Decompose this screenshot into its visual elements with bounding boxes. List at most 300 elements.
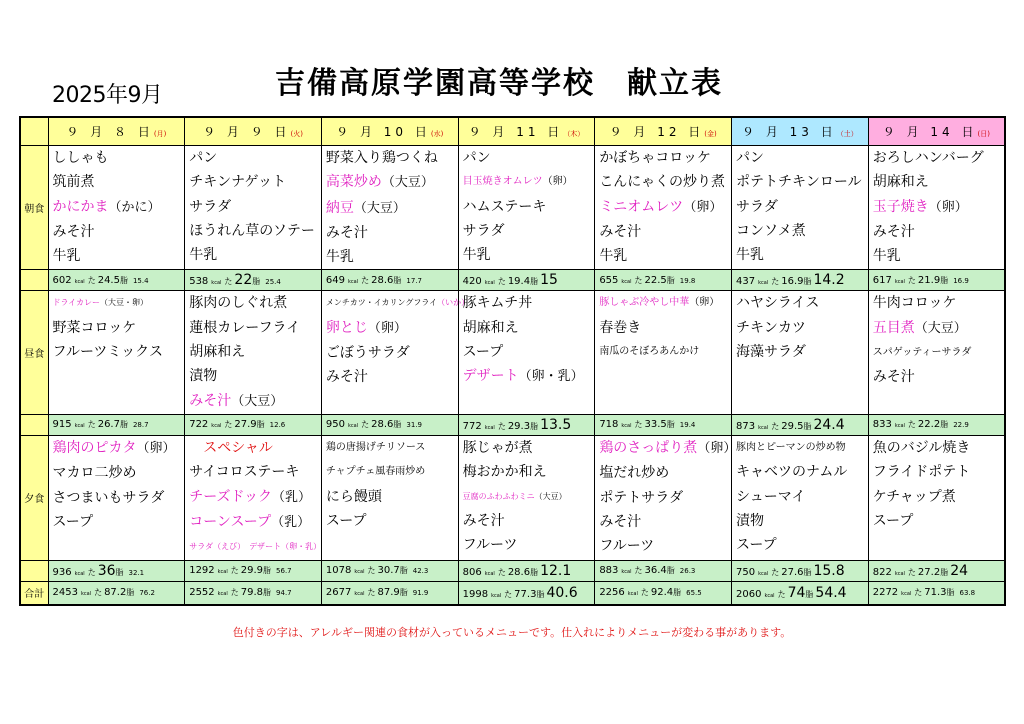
menu-item bbox=[322, 436, 458, 460]
menu-item bbox=[185, 460, 321, 484]
menu-item-name: コーンスープ bbox=[189, 513, 272, 530]
nutrition-cell bbox=[185, 560, 322, 581]
menu-item bbox=[869, 485, 1004, 509]
nutrition-cell bbox=[48, 581, 185, 605]
menu-item-name: みそ汁 bbox=[872, 369, 915, 386]
menu-item bbox=[459, 170, 595, 194]
nutrition-cell bbox=[458, 414, 595, 435]
allergen-note: （大豆） bbox=[534, 491, 567, 501]
fat-value: 25.4 bbox=[265, 278, 281, 287]
menu-item-name: 豚肉とピーマンの炒め物 bbox=[736, 441, 846, 453]
allergen-note: （卵） bbox=[136, 440, 176, 456]
menu-item-name: フルーツ bbox=[599, 538, 655, 555]
fat-value: 40.6 bbox=[546, 584, 578, 601]
protein-label: た bbox=[224, 420, 233, 430]
menu-item-name: 野菜コロッケ bbox=[52, 319, 137, 336]
nutrition-cell bbox=[458, 581, 595, 605]
weekday-label: (水) bbox=[430, 130, 444, 138]
menu-item bbox=[322, 245, 458, 269]
protein-value: 92.4 bbox=[650, 587, 674, 599]
menu-item bbox=[185, 243, 321, 267]
dinner-nutrition-row bbox=[20, 560, 1005, 581]
menu-item-name: マカロ二炒め bbox=[52, 465, 137, 482]
allergen-note: （卵・乳） bbox=[518, 369, 584, 385]
fat-label: 脂 bbox=[393, 420, 402, 430]
kcal-value: 806 bbox=[462, 566, 482, 578]
kcal-value: 420 bbox=[462, 276, 482, 288]
menu-item-name: 梅おかか和え bbox=[462, 464, 547, 481]
protein-value: 87.9 bbox=[377, 587, 400, 599]
fat-value: 31.9 bbox=[406, 421, 422, 430]
menu-item-name: スープ bbox=[872, 512, 914, 529]
menu-item bbox=[595, 436, 737, 461]
menu-item bbox=[49, 316, 185, 340]
menu-item bbox=[869, 195, 1004, 220]
menu-item-name: 豚肉のしぐれ煮 bbox=[189, 295, 288, 312]
kcal-unit: kcal bbox=[484, 280, 495, 287]
kcal-unit: kcal bbox=[484, 424, 495, 431]
menu-item bbox=[869, 460, 1004, 484]
kcal-unit: kcal bbox=[758, 424, 769, 431]
fat-value: 12.6 bbox=[269, 421, 286, 430]
kcal-value: 2552 bbox=[189, 587, 215, 599]
menu-item bbox=[595, 220, 731, 244]
weekday-label: （土） bbox=[836, 130, 858, 138]
kcal-value: 2060 bbox=[736, 588, 762, 600]
menu-cell-breakfast bbox=[595, 146, 732, 270]
nutrition-cell bbox=[868, 581, 1005, 605]
protein-label: た bbox=[504, 589, 513, 599]
menu-item-name: スパゲッティーサラダ bbox=[872, 347, 972, 359]
day-header-5 bbox=[732, 117, 869, 146]
fat-label: 脂 bbox=[256, 420, 265, 430]
menu-item-name: 塩だれ炒め bbox=[599, 465, 670, 482]
menu-item-name: サラダ bbox=[736, 198, 778, 215]
menu-item bbox=[595, 534, 731, 558]
menu-item bbox=[459, 316, 595, 340]
kcal-unit: kcal bbox=[354, 569, 365, 576]
protein-value: 22 bbox=[234, 272, 253, 289]
fat-label: 脂 bbox=[530, 421, 539, 431]
menu-item bbox=[322, 221, 458, 245]
allergen-note: （大豆） bbox=[914, 320, 967, 336]
fat-label: 脂 bbox=[252, 277, 261, 287]
menu-item-name: ケチャップ煮 bbox=[872, 488, 956, 505]
fat-value: 32.1 bbox=[128, 568, 145, 577]
menu-cell-lunch bbox=[732, 291, 869, 414]
weekday-label: (月) bbox=[153, 130, 167, 138]
menu-item-name: チーズドック bbox=[189, 488, 272, 505]
menu-item-name: ほうれん草のソテー bbox=[189, 222, 315, 239]
weekday-label: （木） bbox=[563, 130, 585, 138]
nutrition-cell bbox=[595, 581, 732, 605]
menu-item bbox=[732, 509, 868, 533]
menu-item bbox=[49, 195, 185, 220]
menu-item-name: みそ汁 bbox=[325, 369, 368, 386]
fat-value: 14.2 bbox=[813, 272, 845, 289]
menu-item-name: 卵とじ bbox=[325, 319, 368, 336]
breakfast-nutrition-row bbox=[20, 270, 1005, 291]
menu-item bbox=[459, 460, 595, 484]
menu-item-name: 納豆 bbox=[325, 199, 354, 216]
kcal-value: 617 bbox=[872, 274, 892, 286]
menu-item-name: 牛乳 bbox=[736, 247, 765, 264]
menu-item bbox=[869, 509, 1004, 533]
nutrition-cell bbox=[321, 270, 458, 291]
allergen-note: （乳） bbox=[271, 489, 311, 505]
protein-value: 22.2 bbox=[917, 419, 941, 431]
menu-cell-breakfast bbox=[48, 146, 185, 270]
menu-item bbox=[732, 533, 868, 557]
kcal-value: 950 bbox=[325, 419, 345, 431]
fat-value: 15.8 bbox=[813, 562, 845, 579]
menu-item-name: 南瓜のそぼろあんかけ bbox=[599, 346, 700, 358]
day-label: ９ 月 ８ 日 bbox=[66, 125, 154, 139]
menu-item-name: さつまいもサラダ bbox=[52, 489, 165, 506]
kcal-unit: kcal bbox=[621, 569, 632, 576]
nutrition-cell bbox=[185, 581, 322, 605]
menu-item bbox=[732, 170, 868, 194]
fat-label: 脂 bbox=[666, 275, 675, 285]
menu-item bbox=[869, 316, 1004, 341]
protein-value: 27.2 bbox=[917, 566, 941, 578]
allergen-note: （いか） bbox=[437, 298, 470, 308]
menu-item bbox=[869, 291, 1004, 315]
menu-item-name: ハヤシライス bbox=[736, 295, 820, 312]
menu-cell-breakfast bbox=[321, 146, 458, 270]
menu-item-name: パン bbox=[736, 150, 765, 166]
menu-cell-lunch bbox=[185, 291, 322, 414]
corner-cell bbox=[20, 117, 48, 146]
menu-item-name: みそ汁 bbox=[325, 224, 368, 241]
kcal-unit: kcal bbox=[217, 569, 228, 576]
menu-item bbox=[459, 533, 595, 557]
menu-item-name: ミニオムレツ bbox=[599, 198, 684, 215]
fat-label: 脂 bbox=[530, 277, 539, 287]
fat-label: 脂 bbox=[263, 566, 272, 576]
protein-label: た bbox=[497, 421, 506, 431]
kcal-value: 833 bbox=[872, 419, 892, 431]
protein-value: 36.4 bbox=[644, 565, 667, 577]
kcal-value: 750 bbox=[736, 566, 756, 578]
nutrition-cell bbox=[321, 414, 458, 435]
protein-label: た bbox=[907, 275, 916, 285]
protein-value: 22.5 bbox=[644, 274, 667, 286]
menu-item-name: ごぼうサラダ bbox=[325, 345, 410, 362]
menu-item bbox=[595, 244, 731, 268]
menu-item-name: 胡麻和え bbox=[189, 344, 246, 361]
menu-item-name: キャベツのナムル bbox=[736, 464, 848, 481]
protein-value: 24.5 bbox=[97, 274, 120, 286]
menu-item bbox=[185, 364, 321, 388]
protein-value: 29.3 bbox=[507, 420, 531, 432]
menu-item-name: おろしハンバーグ bbox=[872, 150, 984, 166]
year-label: 2025年9月 bbox=[52, 83, 163, 108]
menu-item bbox=[185, 316, 321, 340]
kcal-value: 915 bbox=[52, 419, 72, 431]
menu-item-name: チャプチェ風春雨炒め bbox=[325, 466, 426, 478]
menu-item-name: みそ汁 bbox=[189, 392, 232, 409]
menu-item-name: スペシャル bbox=[189, 439, 273, 456]
menu-cell-breakfast bbox=[185, 146, 322, 270]
nutrition-cell bbox=[595, 414, 732, 435]
menu-item bbox=[595, 316, 731, 340]
kcal-unit: kcal bbox=[894, 570, 905, 577]
fat-label: 脂 bbox=[940, 275, 949, 285]
day-label: ９ 月 12 日 bbox=[609, 125, 705, 139]
menu-item-name: メンチカツ・イカリングフライ bbox=[325, 298, 438, 308]
kcal-unit: kcal bbox=[354, 591, 365, 598]
menu-item-name: みそ汁 bbox=[52, 223, 95, 240]
protein-label: た bbox=[634, 566, 643, 576]
menu-item-name: ししゃも bbox=[52, 150, 109, 166]
kcal-unit: kcal bbox=[764, 592, 775, 599]
menu-item-name: デザート bbox=[462, 368, 519, 385]
menu-item bbox=[322, 170, 458, 195]
menu-item-name: フルーツ bbox=[462, 537, 518, 554]
menu-item bbox=[49, 486, 185, 510]
fat-label: 脂 bbox=[115, 567, 124, 577]
menu-item bbox=[459, 195, 595, 219]
nutrition-cell bbox=[48, 560, 185, 581]
menu-item bbox=[459, 485, 595, 509]
protein-label: た bbox=[771, 567, 780, 577]
day-header-3 bbox=[458, 117, 595, 146]
day-label: ９ 月 ９ 日 bbox=[203, 125, 291, 139]
menu-item-name: 鶏の唐揚げチリソース bbox=[325, 441, 426, 453]
kcal-unit: kcal bbox=[621, 423, 632, 430]
fat-label: 脂 bbox=[940, 420, 949, 430]
menu-item-name: ポテトチキンロール bbox=[736, 174, 862, 191]
allergen-note: （卵） bbox=[542, 176, 573, 188]
menu-item bbox=[595, 195, 731, 220]
menu-item bbox=[49, 510, 185, 534]
kcal-unit: kcal bbox=[901, 591, 912, 598]
menu-item bbox=[322, 365, 458, 389]
kcal-value: 883 bbox=[599, 565, 619, 577]
menu-item-name: 豚しゃぶ冷やし中華 bbox=[599, 297, 690, 309]
fat-label: 脂 bbox=[119, 275, 128, 285]
menu-item-name: 牛乳 bbox=[462, 247, 491, 264]
menu-item bbox=[185, 510, 321, 535]
menu-item-name: 高菜炒め bbox=[325, 174, 382, 191]
menu-item bbox=[49, 436, 185, 461]
fat-value: 22.9 bbox=[953, 421, 969, 430]
day-header-2 bbox=[321, 117, 458, 146]
kcal-unit: kcal bbox=[211, 423, 222, 430]
fat-value: 63.8 bbox=[959, 589, 976, 598]
kcal-value: 822 bbox=[872, 566, 892, 578]
menu-item-name: 漬物 bbox=[736, 512, 765, 529]
menu-cell-dinner bbox=[458, 435, 595, 560]
menu-item bbox=[322, 316, 458, 341]
kcal-unit: kcal bbox=[491, 592, 502, 599]
protein-label: た bbox=[367, 566, 376, 576]
menu-item-name: 五目煮 bbox=[872, 319, 915, 336]
menu-item bbox=[49, 220, 185, 244]
menu-item bbox=[459, 219, 595, 243]
menu-cell-lunch bbox=[48, 291, 185, 414]
fat-value: 16.9 bbox=[953, 276, 969, 285]
kcal-value: 2272 bbox=[872, 587, 899, 599]
nutrition-cell bbox=[321, 581, 458, 605]
menu-item bbox=[595, 170, 731, 194]
allergen-note: （大豆） bbox=[231, 393, 284, 409]
protein-value: 79.8 bbox=[240, 587, 264, 599]
kcal-unit: kcal bbox=[217, 591, 228, 598]
row-label-breakfast: 朝食 bbox=[20, 146, 48, 270]
fat-label: 脂 bbox=[393, 275, 402, 285]
menu-item bbox=[185, 436, 321, 460]
menu-item bbox=[732, 291, 868, 315]
menu-item bbox=[595, 340, 731, 364]
kcal-value: 1078 bbox=[325, 565, 352, 577]
menu-item bbox=[322, 341, 458, 365]
protein-value: 28.6 bbox=[371, 419, 394, 431]
fat-value: 26.3 bbox=[679, 567, 696, 576]
menu-item bbox=[185, 219, 321, 243]
fat-value: 15.4 bbox=[132, 276, 149, 285]
menu-item-name: チキンナゲット bbox=[189, 174, 286, 191]
menu-item bbox=[185, 291, 321, 315]
protein-label: た bbox=[777, 589, 786, 599]
menu-item bbox=[185, 485, 321, 510]
menu-item bbox=[869, 341, 1004, 365]
menu-item bbox=[459, 291, 595, 315]
menu-item bbox=[459, 509, 595, 533]
menu-item bbox=[869, 436, 1004, 460]
menu-item-name: 蓮根カレーフライ bbox=[189, 319, 301, 336]
protein-label: た bbox=[914, 588, 923, 598]
row-label-spacer bbox=[20, 560, 48, 581]
kcal-unit: kcal bbox=[348, 278, 359, 285]
allergen-note: （卵） bbox=[683, 199, 723, 215]
menu-item bbox=[732, 219, 868, 243]
menu-item bbox=[322, 291, 470, 315]
menu-item-name: サイコロステーキ bbox=[189, 464, 300, 481]
kcal-unit: kcal bbox=[348, 423, 359, 430]
menu-item bbox=[459, 243, 595, 267]
protein-label: た bbox=[87, 275, 96, 285]
kcal-value: 936 bbox=[52, 566, 72, 578]
protein-value: 26.7 bbox=[97, 419, 120, 431]
menu-item bbox=[322, 460, 458, 484]
kcal-unit: kcal bbox=[621, 278, 632, 285]
day-header-row bbox=[20, 117, 1005, 146]
allergen-note: （卵） bbox=[367, 320, 407, 336]
allergen-note: （卵） bbox=[689, 297, 720, 309]
menu-item bbox=[459, 340, 595, 364]
kcal-unit: kcal bbox=[894, 278, 905, 285]
menu-item bbox=[595, 461, 731, 485]
protein-label: た bbox=[94, 588, 103, 598]
total-row bbox=[20, 581, 1005, 605]
menu-cell-breakfast bbox=[458, 146, 595, 270]
fat-label: 脂 bbox=[399, 588, 408, 598]
row-label-spacer bbox=[20, 270, 48, 291]
menu-item-name: スープ bbox=[52, 513, 94, 530]
kcal-unit: kcal bbox=[758, 280, 769, 287]
menu-item-name: 玉子焼き bbox=[872, 198, 929, 215]
kcal-value: 772 bbox=[462, 420, 482, 432]
menu-item-name: 豚キムチ丼 bbox=[462, 295, 533, 312]
fat-value: 24 bbox=[950, 562, 969, 579]
fat-label: 脂 bbox=[536, 589, 545, 599]
protein-label: た bbox=[87, 567, 96, 577]
menu-item-name: かぼちゃコロッケ bbox=[599, 150, 712, 166]
protein-label: た bbox=[367, 588, 376, 598]
protein-value: 19.4 bbox=[507, 276, 531, 288]
menu-item-name: サラダ（えび） デザート（卵・乳） bbox=[189, 542, 322, 552]
kcal-unit: kcal bbox=[627, 591, 638, 598]
day-label: ９ 月 13 日 bbox=[742, 125, 837, 139]
menu-item bbox=[49, 340, 185, 364]
menu-item-name: こんにゃくの炒り煮 bbox=[599, 174, 726, 191]
kcal-value: 1998 bbox=[462, 588, 489, 600]
kcal-value: 538 bbox=[189, 276, 209, 288]
kcal-value: 722 bbox=[189, 419, 209, 431]
menu-item-name: にら饅頭 bbox=[325, 488, 382, 505]
menu-item-name: 牛肉コロッケ bbox=[872, 295, 957, 312]
menu-item-name: 鶏肉のピカタ bbox=[52, 439, 137, 456]
breakfast-row bbox=[20, 146, 1005, 270]
fat-value: 94.7 bbox=[276, 589, 292, 598]
menu-item bbox=[49, 291, 185, 315]
protein-value: 28.6 bbox=[507, 566, 531, 578]
nutrition-cell bbox=[458, 560, 595, 581]
protein-value: 16.9 bbox=[781, 276, 804, 288]
menu-item bbox=[869, 170, 1004, 194]
menu-item bbox=[732, 485, 868, 509]
menu-item-name: 牛乳 bbox=[325, 249, 354, 266]
fat-value: 42.3 bbox=[412, 567, 429, 576]
fat-value: 24.4 bbox=[813, 416, 845, 433]
fat-label: 脂 bbox=[666, 566, 675, 576]
nutrition-cell bbox=[732, 414, 869, 435]
menu-item-name: 牛乳 bbox=[599, 248, 628, 265]
row-label-spacer bbox=[20, 414, 48, 435]
menu-item bbox=[869, 244, 1004, 268]
menu-item bbox=[869, 365, 1004, 389]
menu-item-name: シューマイ bbox=[736, 488, 806, 505]
kcal-unit: kcal bbox=[758, 570, 769, 577]
fat-label: 脂 bbox=[666, 420, 675, 430]
menu-cell-lunch bbox=[868, 291, 1005, 414]
menu-item bbox=[595, 291, 731, 315]
menu-item-name: 鶏のさっぱり煮 bbox=[599, 439, 698, 456]
menu-item bbox=[185, 389, 321, 414]
kcal-value: 649 bbox=[325, 274, 345, 286]
protein-label: た bbox=[634, 420, 643, 430]
menu-item-name: サラダ bbox=[462, 222, 505, 239]
protein-label: た bbox=[224, 277, 233, 287]
day-header-4 bbox=[595, 117, 732, 146]
lunch-nutrition-row bbox=[20, 414, 1005, 435]
menu-item-name: 豚じゃが煮 bbox=[462, 439, 533, 456]
menu-item bbox=[322, 146, 458, 170]
kcal-unit: kcal bbox=[211, 280, 222, 287]
allergen-note: （大豆） bbox=[381, 175, 434, 191]
day-label: ９ 月 11 日 bbox=[468, 125, 564, 139]
menu-cell-breakfast bbox=[868, 146, 1005, 270]
fat-label: 脂 bbox=[399, 566, 408, 576]
nutrition-cell bbox=[185, 414, 322, 435]
menu-item bbox=[595, 486, 731, 510]
menu-item-name: みそ汁 bbox=[599, 513, 642, 530]
fat-value: 13.5 bbox=[540, 416, 572, 433]
nutrition-cell bbox=[458, 270, 595, 291]
menu-item bbox=[732, 340, 868, 364]
